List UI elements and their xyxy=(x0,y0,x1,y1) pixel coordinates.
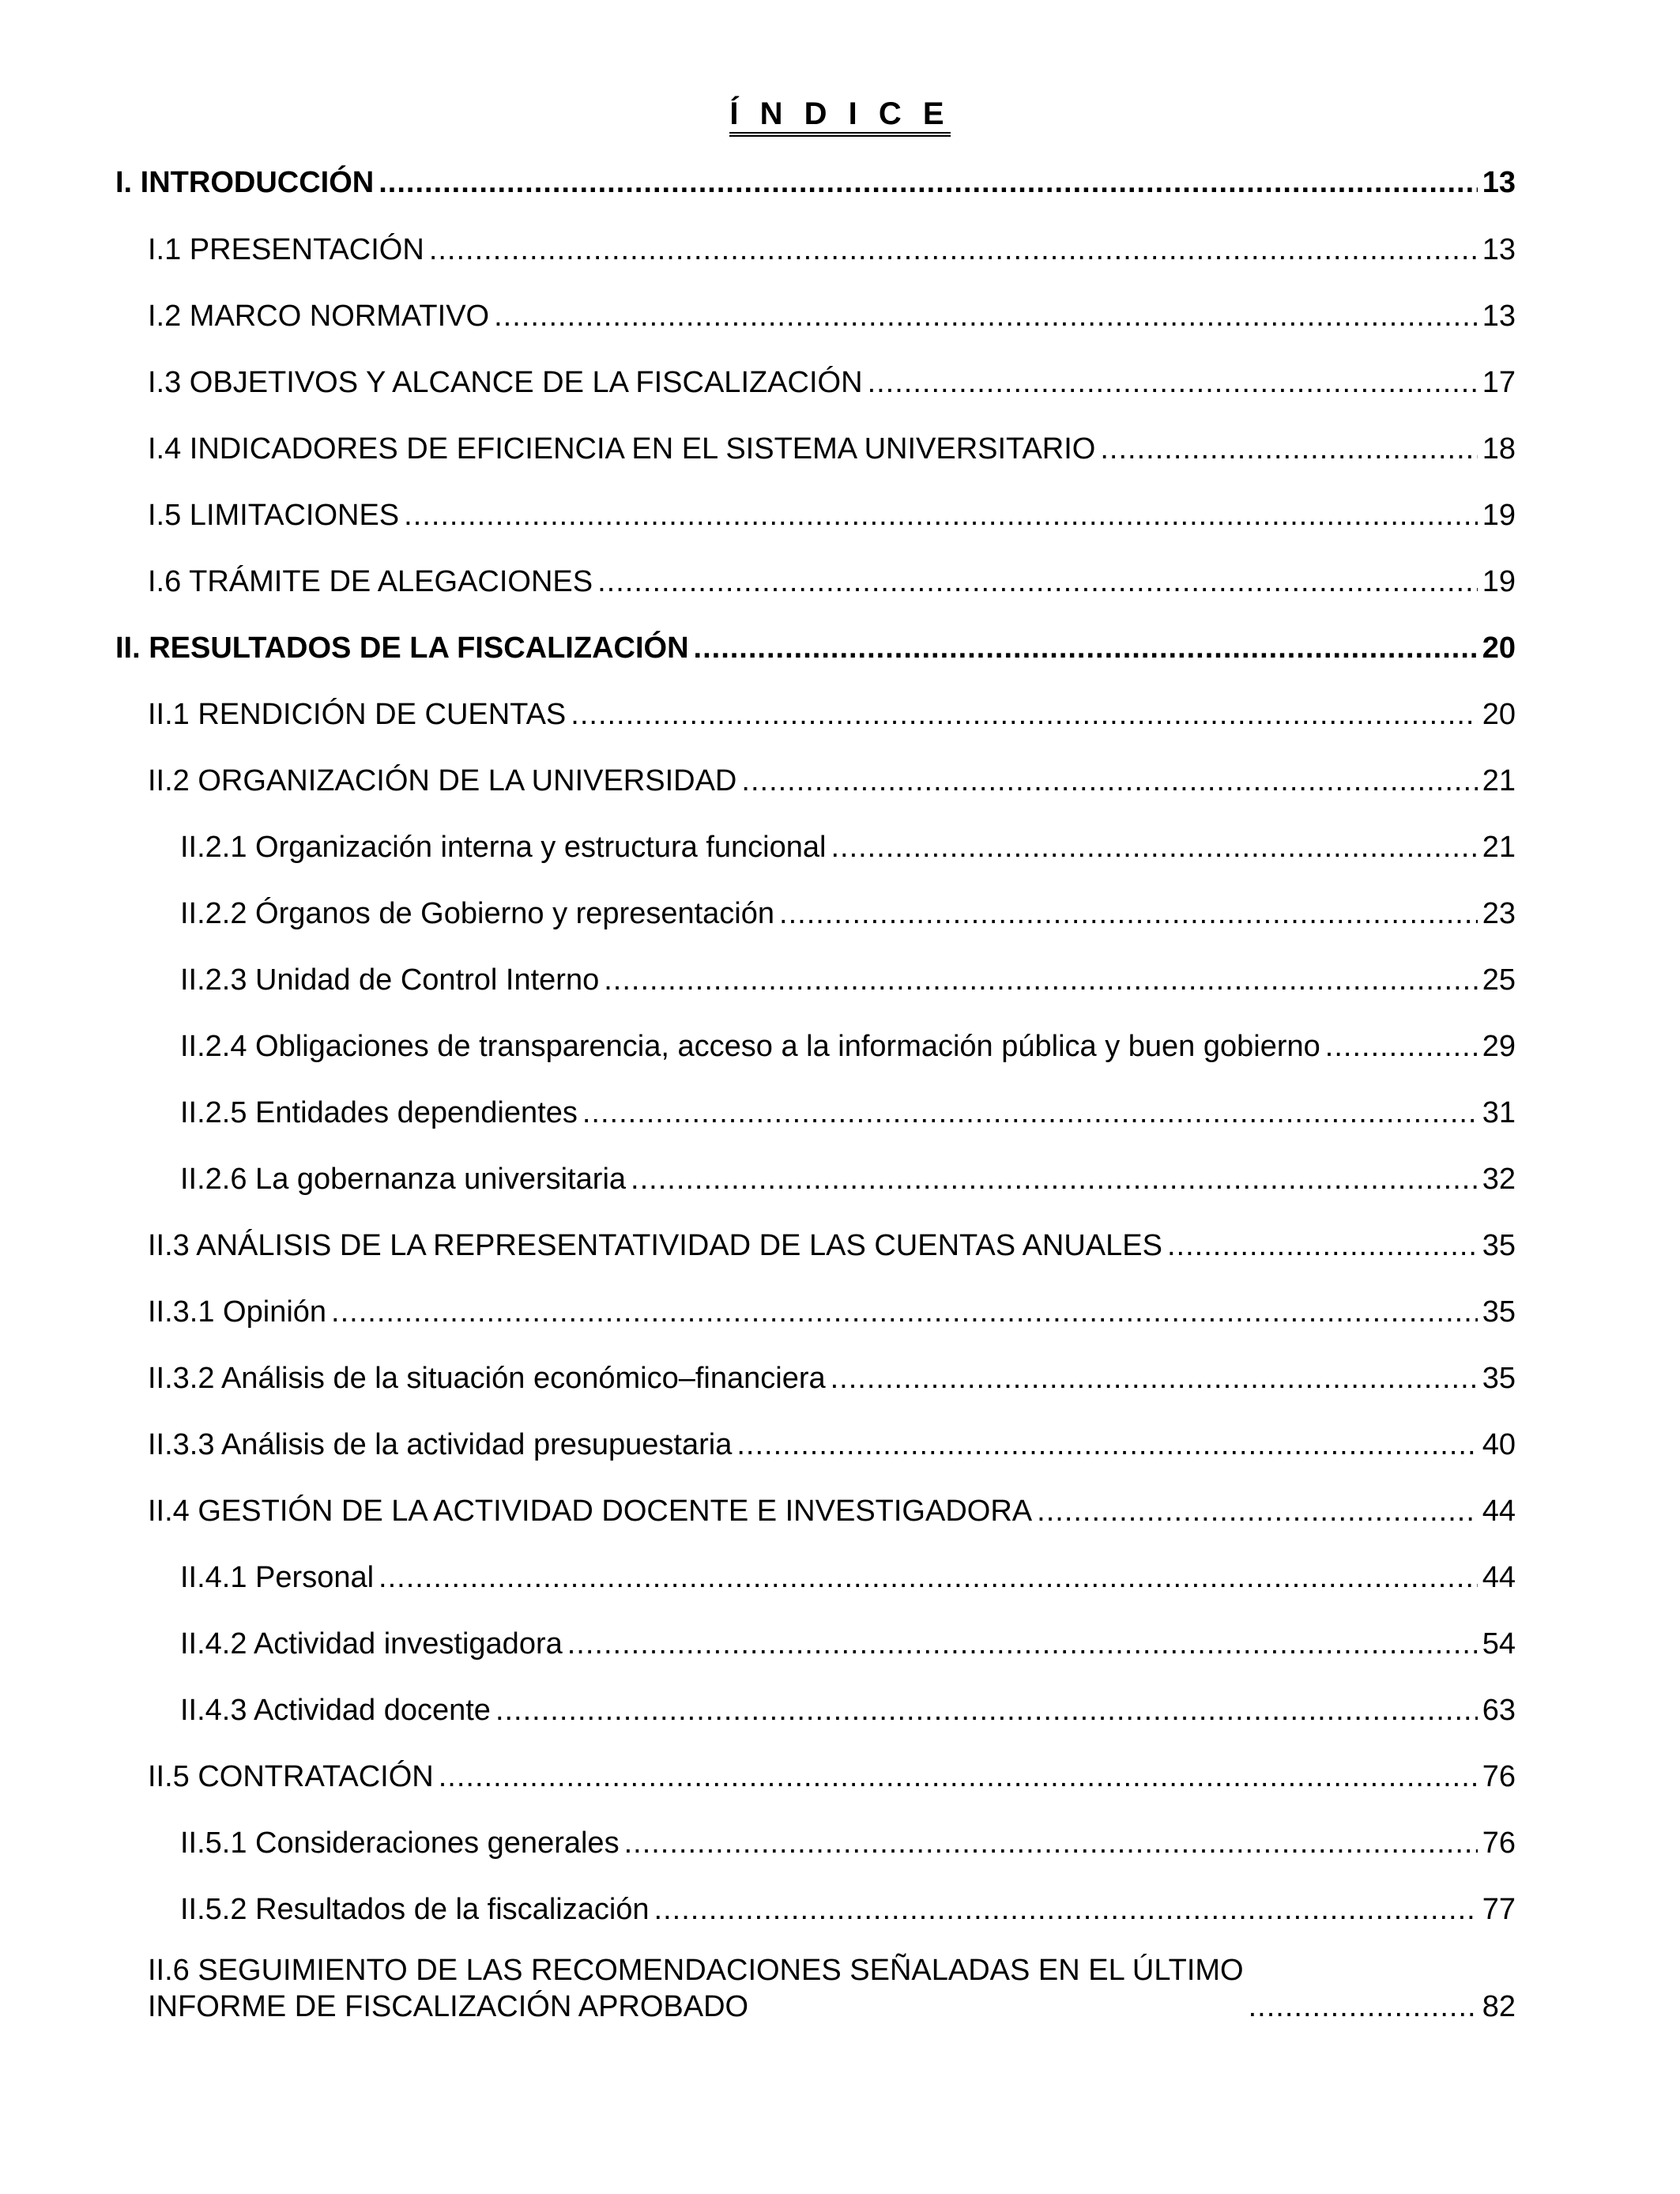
toc-entry-page: 17 xyxy=(1482,366,1516,399)
toc-entry-page: 31 xyxy=(1482,1096,1516,1129)
toc-entry-rendicion[interactable] xyxy=(148,696,1516,733)
page-title-text: Í N D I C E xyxy=(729,96,950,137)
toc-entry-limitaciones[interactable] xyxy=(148,497,1516,533)
dot-leader xyxy=(567,1626,1478,1662)
toc-entry-page: 18 xyxy=(1482,432,1516,466)
toc-entry-label: II.2.2 Órganos de Gobierno y representación xyxy=(180,897,775,930)
toc-entry-page: 32 xyxy=(1482,1163,1516,1196)
dot-leader xyxy=(1249,1989,1478,2025)
toc-entry-personal[interactable] xyxy=(180,1559,1516,1596)
dot-leader xyxy=(495,1692,1478,1728)
dot-leader xyxy=(1325,1028,1478,1065)
toc-entry-label: I. INTRODUCCIÓN xyxy=(115,166,375,199)
toc-entry-label xyxy=(148,1952,1244,2025)
dot-leader xyxy=(1100,431,1477,467)
toc-entry-page: 35 xyxy=(1482,1362,1516,1395)
dot-leader xyxy=(429,232,1478,268)
toc-entry-alegaciones[interactable] xyxy=(148,564,1516,600)
toc-entry-representatividad[interactable] xyxy=(148,1227,1516,1264)
toc-entry-presentacion[interactable] xyxy=(148,232,1516,268)
toc-entry-label: II.2 ORGANIZACIÓN DE LA UNIVERSIDAD xyxy=(148,764,737,797)
toc-entry-actividad-docente[interactable] xyxy=(180,1692,1516,1728)
toc-entry-label: II.3.1 Opinión xyxy=(148,1295,327,1329)
toc-entry-page: 19 xyxy=(1482,565,1516,598)
dot-leader xyxy=(604,962,1478,998)
dot-leader xyxy=(379,1559,1478,1596)
toc-entry-organizacion-interna[interactable] xyxy=(180,829,1516,865)
toc-entry-label: II.1 RENDICIÓN DE CUENTAS xyxy=(148,698,567,731)
toc-entry-control-interno[interactable] xyxy=(180,962,1516,998)
toc-entry-label: I.2 MARCO NORMATIVO xyxy=(148,300,490,333)
toc-entry-entidades-dependientes[interactable] xyxy=(180,1095,1516,1131)
dot-leader xyxy=(439,1759,1478,1795)
toc-entry-actividad-presupuestaria[interactable] xyxy=(148,1427,1516,1463)
toc-entry-page: 44 xyxy=(1482,1495,1516,1528)
toc-entry-label: II.2.3 Unidad de Control Interno xyxy=(180,963,600,997)
toc-entry-resultados-fiscalizacion[interactable] xyxy=(180,1891,1516,1928)
dot-leader xyxy=(779,895,1478,932)
dot-leader xyxy=(736,1427,1477,1463)
toc-entry-label: II.4.1 Personal xyxy=(180,1561,375,1594)
dot-leader xyxy=(631,1161,1478,1197)
toc-entry-contratacion[interactable] xyxy=(148,1759,1516,1795)
dot-leader xyxy=(379,164,1478,201)
toc-entry-label: I.6 TRÁMITE DE ALEGACIONES xyxy=(148,565,593,598)
toc-entry-label: II.4.3 Actividad docente xyxy=(180,1694,491,1727)
toc-entry-transparencia[interactable] xyxy=(180,1028,1516,1065)
dot-leader xyxy=(331,1294,1478,1330)
toc-entry-page: 21 xyxy=(1482,831,1516,864)
toc-entry-label: I.4 INDICADORES DE EFICIENCIA EN EL SISTEMA UNIVERSITARIO xyxy=(148,432,1096,466)
toc-entry-page: 21 xyxy=(1482,764,1516,797)
dot-leader xyxy=(404,497,1478,533)
toc-entry-page: 54 xyxy=(1482,1627,1516,1661)
toc-entry-situacion-economica[interactable] xyxy=(148,1360,1516,1397)
toc-entry-page: 40 xyxy=(1482,1428,1516,1461)
toc-entry-label: I.1 PRESENTACIÓN xyxy=(148,233,424,266)
toc-entry-label: II.4 GESTIÓN DE LA ACTIVIDAD DOCENTE E INVESTIGADORA xyxy=(148,1495,1033,1528)
toc-entry-page: 23 xyxy=(1482,897,1516,930)
toc-entry-page: 82 xyxy=(1482,1990,1516,2023)
toc-entry-label: II.3.3 Análisis de la actividad presupuestaria xyxy=(148,1428,733,1461)
toc-entry-gestion-docente[interactable] xyxy=(148,1493,1516,1529)
toc-entry-page: 13 xyxy=(1482,233,1516,266)
toc-entry-label: II.2.1 Organización interna y estructura funcional xyxy=(180,831,827,864)
toc-entry-label: I.3 OBJETIVOS Y ALCANCE DE LA FISCALIZACIÓN xyxy=(148,366,863,399)
toc-entry-label: II.2.6 La gobernanza universitaria xyxy=(180,1163,627,1196)
toc-entry-introduccion[interactable] xyxy=(115,164,1516,201)
toc-entry-page: 19 xyxy=(1482,499,1516,532)
toc-entry-page: 77 xyxy=(1482,1893,1516,1926)
toc-entry-consideraciones[interactable] xyxy=(180,1825,1516,1861)
toc-entry-organizacion[interactable] xyxy=(148,763,1516,799)
toc-entry-page: 20 xyxy=(1482,631,1516,665)
dot-leader xyxy=(494,298,1478,334)
toc-entry-gobernanza[interactable] xyxy=(180,1161,1516,1197)
toc-entry-label: II.2.4 Obligaciones de transparencia, acceso a la información pública y buen gobierno xyxy=(180,1030,1320,1063)
toc-entry-label: II.5.1 Consideraciones generales xyxy=(180,1826,620,1860)
toc-entry-label: II.5 CONTRATACIÓN xyxy=(148,1760,434,1793)
toc-entry-actividad-investigadora[interactable] xyxy=(180,1626,1516,1662)
dot-leader xyxy=(741,763,1477,799)
dot-leader xyxy=(624,1825,1478,1861)
toc-entry-marco-normativo[interactable] xyxy=(148,298,1516,334)
dot-leader xyxy=(694,630,1478,666)
toc-entry-resultados[interactable] xyxy=(115,630,1516,666)
toc-entry-label-line2: INFORME DE FISCALIZACIÓN APROBADO xyxy=(148,1990,749,2023)
toc-entry-page: 63 xyxy=(1482,1694,1516,1727)
dot-leader xyxy=(582,1095,1478,1131)
toc-entry-seguimiento[interactable] xyxy=(148,1952,1516,2025)
dot-leader xyxy=(654,1891,1478,1928)
toc-entry-objetivos[interactable] xyxy=(148,364,1516,401)
toc-entry-page: 44 xyxy=(1482,1561,1516,1594)
toc-entry-page: 35 xyxy=(1482,1229,1516,1262)
toc-entry-label: II.3.2 Análisis de la situación económico–financiera xyxy=(148,1362,826,1395)
toc-entry-page: 29 xyxy=(1482,1030,1516,1063)
toc-entry-page: 76 xyxy=(1482,1826,1516,1860)
dot-leader xyxy=(831,829,1477,865)
toc-entry-label-line1: II.6 SEGUIMIENTO DE LAS RECOMENDACIONES SEÑALADAS EN EL ÚLTIMO xyxy=(148,1954,1244,1987)
toc-entry-indicadores[interactable] xyxy=(148,431,1516,467)
toc-entry-page: 35 xyxy=(1482,1295,1516,1329)
toc-entry-page: 76 xyxy=(1482,1760,1516,1793)
dot-leader xyxy=(868,364,1478,401)
dot-leader xyxy=(1167,1227,1478,1264)
toc-entry-label: II. RESULTADOS DE LA FISCALIZACIÓN xyxy=(115,631,689,665)
dot-leader xyxy=(597,564,1478,600)
toc-entry-page: 13 xyxy=(1482,166,1516,199)
toc-entry-page: 13 xyxy=(1482,300,1516,333)
toc-entry-label: II.4.2 Actividad investigadora xyxy=(180,1627,563,1661)
dot-leader xyxy=(831,1360,1478,1397)
toc-entry-page: 25 xyxy=(1482,963,1516,997)
toc-entry-page: 20 xyxy=(1482,698,1516,731)
toc-entry-label: II.5.2 Resultados de la fiscalización xyxy=(180,1893,650,1926)
toc-entry-opinion[interactable] xyxy=(148,1294,1516,1330)
toc-entry-label: II.3 ANÁLISIS DE LA REPRESENTATIVIDAD DE LAS CUENTAS ANUALES xyxy=(148,1229,1162,1262)
toc-entry-organos-gobierno[interactable] xyxy=(180,895,1516,932)
dot-leader xyxy=(571,696,1477,733)
toc-entry-label: II.2.5 Entidades dependientes xyxy=(180,1096,578,1129)
toc-entry-label: I.5 LIMITACIONES xyxy=(148,499,400,532)
dot-leader xyxy=(1037,1493,1478,1529)
